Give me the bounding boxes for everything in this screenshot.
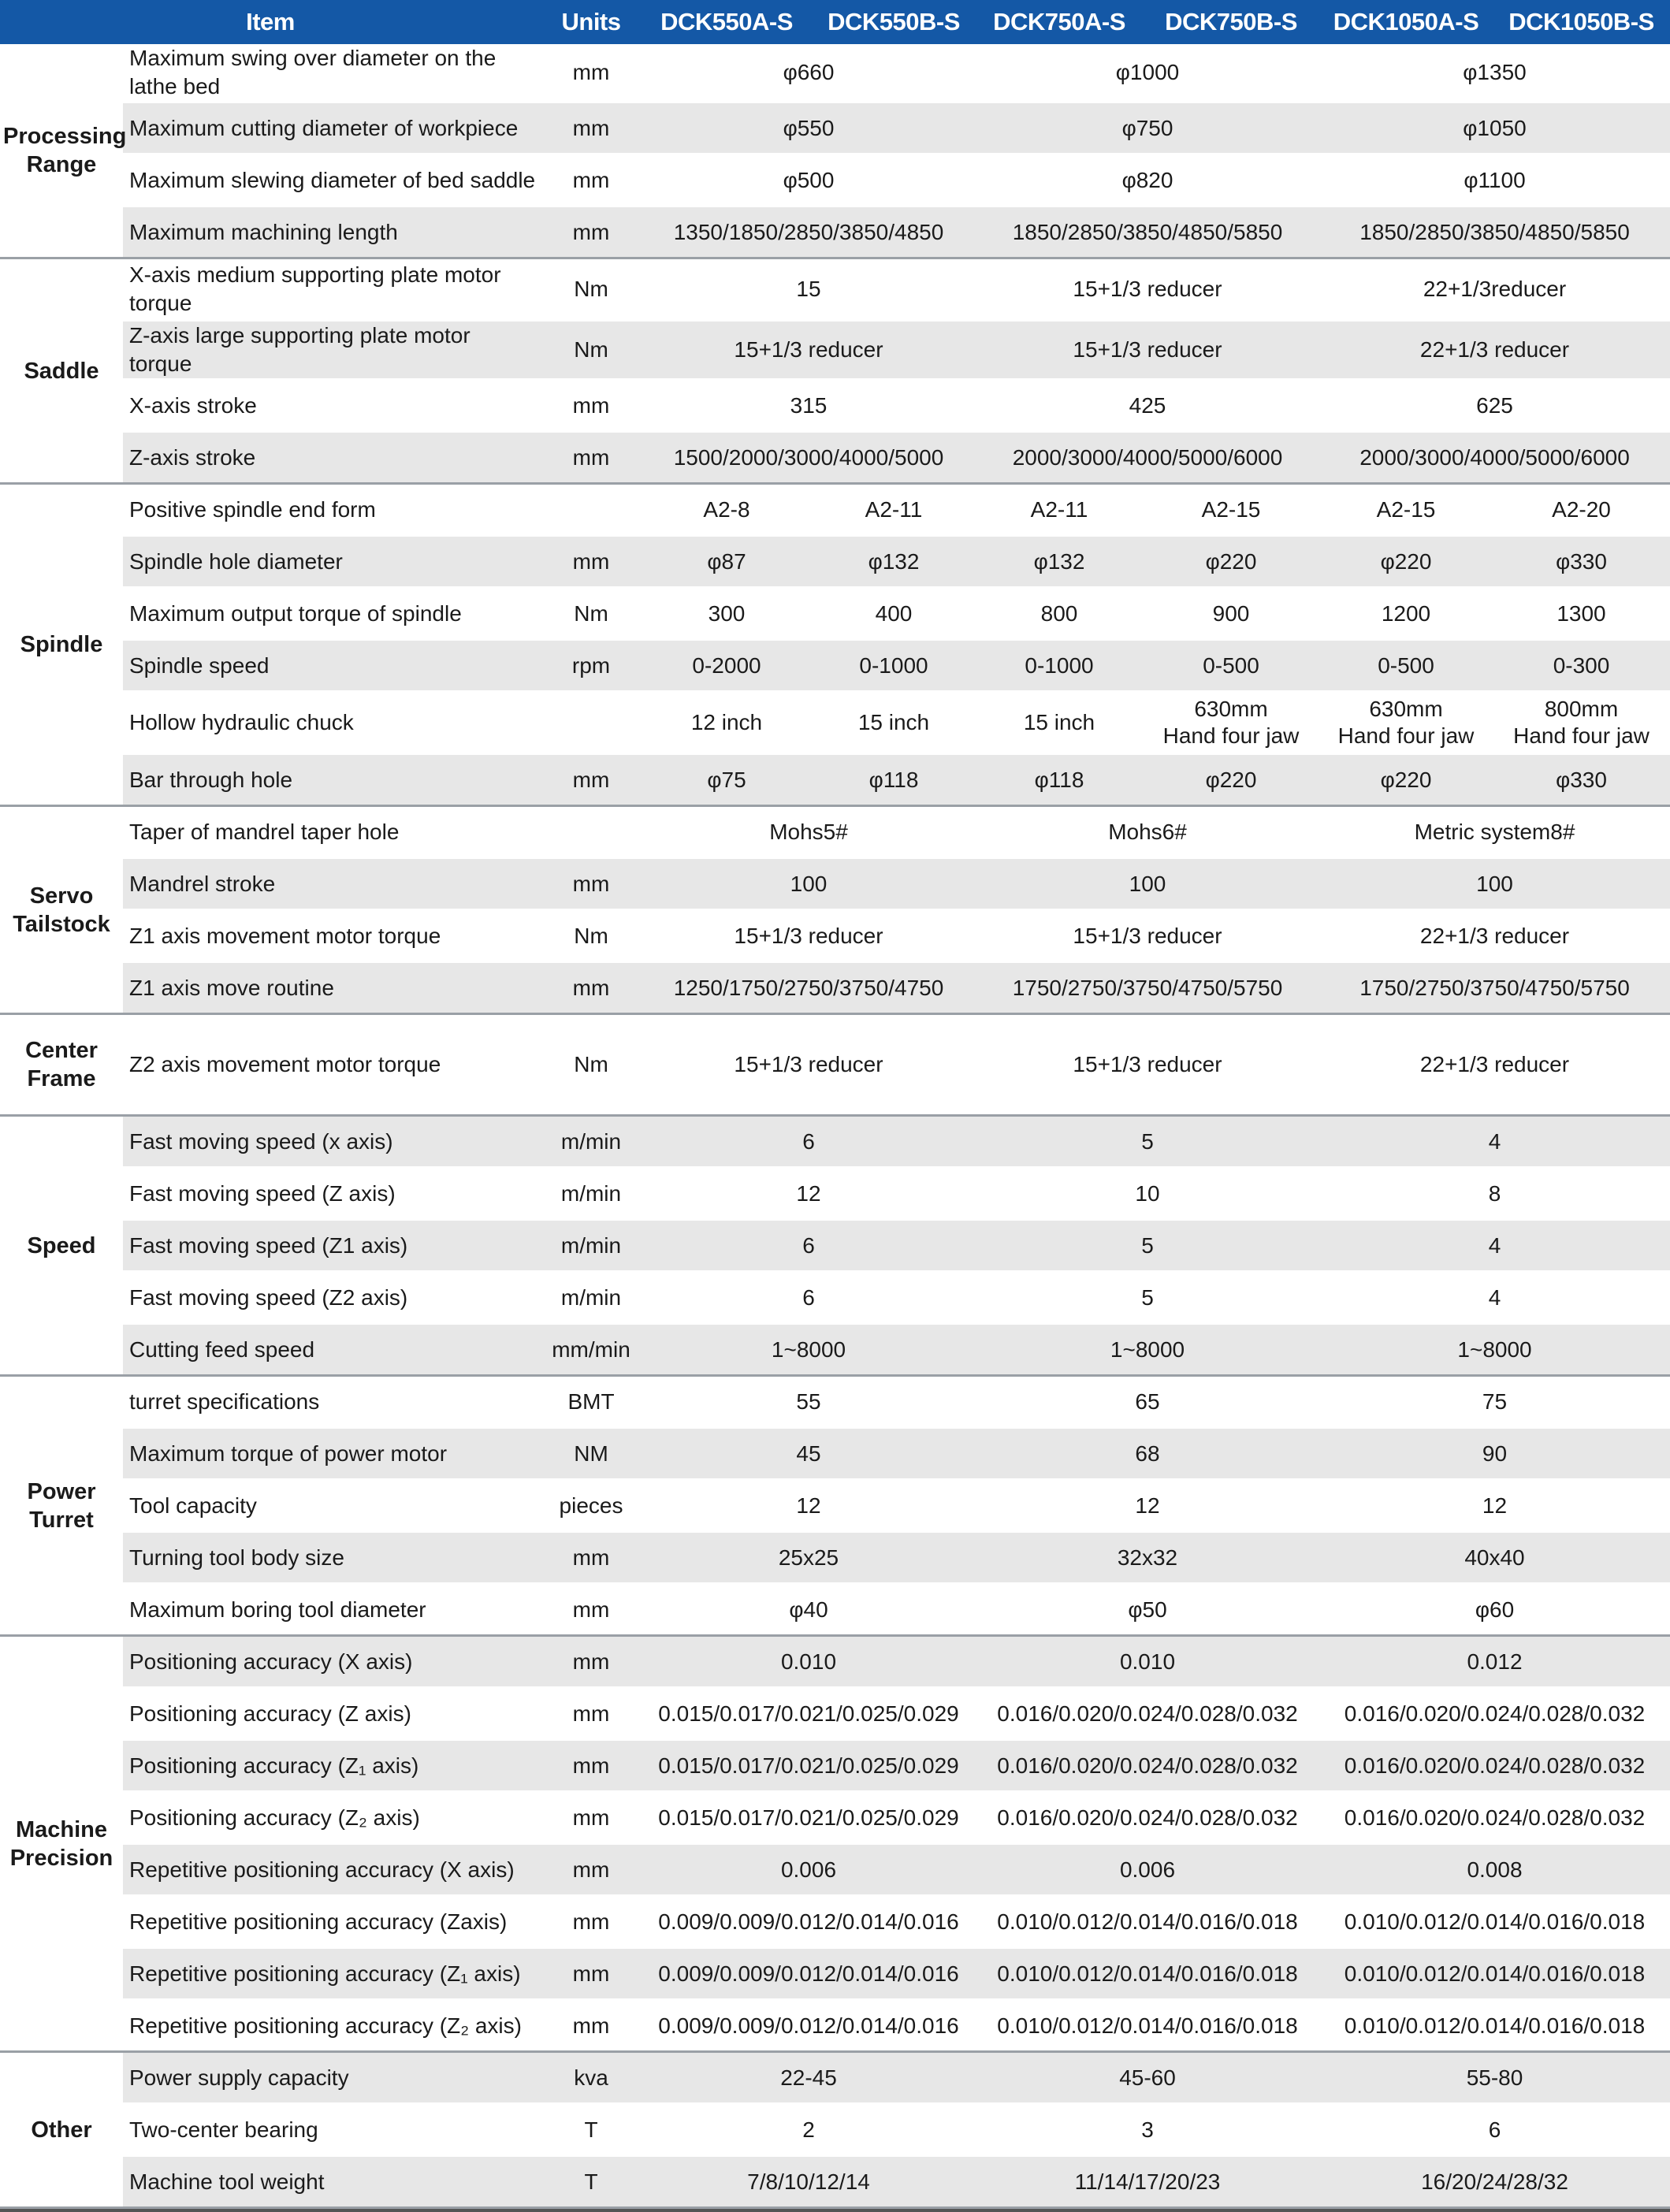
row-item: Maximum output torque of spindle: [123, 588, 541, 640]
row-value: 15: [642, 258, 976, 321]
row-value: 22+1/3 reducer: [1319, 321, 1670, 380]
row-value: 0.010/0.012/0.014/0.016/0.018: [1319, 2000, 1670, 2052]
table-row: [0, 1636, 1670, 1688]
row-value: 2000/3000/4000/5000/6000: [1319, 432, 1670, 484]
row-unit: T: [541, 2156, 642, 2208]
row-value: 8: [1319, 1168, 1670, 1220]
row-value: 0-1000: [812, 640, 976, 692]
row-unit: mm: [541, 380, 642, 432]
row-value: 0.012: [1319, 1636, 1670, 1688]
row-item: Cutting feed speed: [123, 1324, 541, 1376]
row-value: φ118: [812, 754, 976, 806]
table-row: [0, 1844, 1670, 1896]
row-item: Z-axis stroke: [123, 432, 541, 484]
row-value: φ750: [976, 102, 1319, 154]
table-row: [0, 2052, 1670, 2104]
row-value: 315: [642, 380, 976, 432]
row-item: Repetitive positioning accuracy (Z₁ axis): [123, 1948, 541, 2000]
row-item: Bar through hole: [123, 754, 541, 806]
row-value: 6: [1319, 2104, 1670, 2156]
row-value: 12: [642, 1168, 976, 1220]
row-value: φ660: [642, 44, 976, 102]
row-unit: m/min: [541, 1272, 642, 1324]
group-label: Machine Precision: [0, 1636, 123, 2052]
row-value: 22+1/3 reducer: [1319, 1014, 1670, 1116]
row-value: φ87: [642, 536, 812, 588]
row-unit: m/min: [541, 1220, 642, 1272]
row-item: Z2 axis movement motor torque: [123, 1014, 541, 1116]
row-unit: pieces: [541, 1480, 642, 1532]
row-value: 0-2000: [642, 640, 812, 692]
table-row: [0, 1948, 1670, 2000]
bottom-rule: [0, 2209, 1670, 2212]
row-item: Z1 axis move routine: [123, 962, 541, 1014]
row-item: Positioning accuracy (Z axis): [123, 1688, 541, 1740]
row-value: 0.015/0.017/0.021/0.025/0.029: [642, 1740, 976, 1792]
row-value: 65: [976, 1376, 1319, 1428]
row-value: 1750/2750/3750/4750/5750: [1319, 962, 1670, 1014]
table-row: [0, 206, 1670, 258]
row-value: φ330: [1493, 536, 1670, 588]
table-row: [0, 692, 1670, 754]
row-unit: mm: [541, 1532, 642, 1584]
row-unit: mm: [541, 1896, 642, 1948]
row-value: 630mm Hand four jaw: [1319, 692, 1493, 754]
group-label: Power Turret: [0, 1376, 123, 1636]
row-value: 0-1000: [976, 640, 1143, 692]
row-value: 15+1/3 reducer: [642, 321, 976, 380]
row-value: 10: [976, 1168, 1319, 1220]
row-item: Positioning accuracy (Z₁ axis): [123, 1740, 541, 1792]
row-value: 0.010: [642, 1636, 976, 1688]
row-unit: [541, 484, 642, 536]
row-value: 11/14/17/20/23: [976, 2156, 1319, 2208]
row-value: 0.010/0.012/0.014/0.016/0.018: [976, 1948, 1319, 2000]
row-item: Fast moving speed (x axis): [123, 1116, 541, 1168]
row-item: Machine tool weight: [123, 2156, 541, 2208]
row-value: 16/20/24/28/32: [1319, 2156, 1670, 2208]
row-value: 100: [1319, 858, 1670, 910]
row-value: 0.016/0.020/0.024/0.028/0.032: [976, 1688, 1319, 1740]
row-unit: mm: [541, 102, 642, 154]
row-value: 6: [642, 1116, 976, 1168]
row-value: 6: [642, 1272, 976, 1324]
table-row: [0, 154, 1670, 206]
group-label: Saddle: [0, 258, 123, 484]
row-value: 15 inch: [976, 692, 1143, 754]
group-label: Spindle: [0, 484, 123, 806]
row-value: φ1350: [1319, 44, 1670, 102]
row-value: Mohs6#: [976, 806, 1319, 858]
row-value: 0.010/0.012/0.014/0.016/0.018: [976, 1896, 1319, 1948]
row-unit: Nm: [541, 258, 642, 321]
row-value: 0.016/0.020/0.024/0.028/0.032: [1319, 1688, 1670, 1740]
row-unit: mm: [541, 1740, 642, 1792]
row-unit: mm: [541, 154, 642, 206]
row-value: Metric system8#: [1319, 806, 1670, 858]
row-value: φ50: [976, 1584, 1319, 1636]
row-value: 1300: [1493, 588, 1670, 640]
row-value: 12: [1319, 1480, 1670, 1532]
row-item: Power supply capacity: [123, 2052, 541, 2104]
row-value: 1850/2850/3850/4850/5850: [1319, 206, 1670, 258]
table-row: [0, 2156, 1670, 2208]
row-value: 15+1/3 reducer: [976, 910, 1319, 962]
row-item: X-axis stroke: [123, 380, 541, 432]
row-unit: mm: [541, 44, 642, 102]
row-value: A2-8: [642, 484, 812, 536]
row-value: 1750/2750/3750/4750/5750: [976, 962, 1319, 1014]
table-row: [0, 380, 1670, 432]
row-item: Repetitive positioning accuracy (Zaxis): [123, 1896, 541, 1948]
row-unit: kva: [541, 2052, 642, 2104]
row-value: φ75: [642, 754, 812, 806]
header-model: DCK1050B-S: [1493, 0, 1670, 44]
row-value: 1~8000: [1319, 1324, 1670, 1376]
table-row: [0, 1688, 1670, 1740]
row-value: 75: [1319, 1376, 1670, 1428]
table-row: [0, 1740, 1670, 1792]
row-value: φ220: [1143, 754, 1319, 806]
row-value: 0.016/0.020/0.024/0.028/0.032: [1319, 1740, 1670, 1792]
row-value: 15+1/3 reducer: [642, 910, 976, 962]
row-value: 55-80: [1319, 2052, 1670, 2104]
row-value: A2-15: [1319, 484, 1493, 536]
table-row: [0, 1792, 1670, 1844]
row-item: Maximum slewing diameter of bed saddle: [123, 154, 541, 206]
row-value: 1850/2850/3850/4850/5850: [976, 206, 1319, 258]
group-label: Servo Tailstock: [0, 806, 123, 1014]
row-item: Maximum torque of power motor: [123, 1428, 541, 1480]
row-value: 1250/1750/2750/3750/4750: [642, 962, 976, 1014]
row-value: φ40: [642, 1584, 976, 1636]
row-unit: Nm: [541, 1014, 642, 1116]
row-item: Taper of mandrel taper hole: [123, 806, 541, 858]
row-value: 0.016/0.020/0.024/0.028/0.032: [976, 1792, 1319, 1844]
table-row: [0, 321, 1670, 380]
row-value: 0-500: [1319, 640, 1493, 692]
row-value: 1350/1850/2850/3850/4850: [642, 206, 976, 258]
row-item: Repetitive positioning accuracy (Z₂ axis): [123, 2000, 541, 2052]
header-model: DCK1050A-S: [1319, 0, 1493, 44]
table-row: [0, 1428, 1670, 1480]
row-value: 55: [642, 1376, 976, 1428]
row-item: Fast moving speed (Z2 axis): [123, 1272, 541, 1324]
row-value: Mohs5#: [642, 806, 976, 858]
row-value: 45: [642, 1428, 976, 1480]
row-value: φ330: [1493, 754, 1670, 806]
table-row: [0, 258, 1670, 321]
row-unit: T: [541, 2104, 642, 2156]
header-units: Units: [541, 0, 642, 44]
row-value: φ132: [812, 536, 976, 588]
row-value: A2-11: [812, 484, 976, 536]
header-model: DCK550A-S: [642, 0, 812, 44]
row-item: Repetitive positioning accuracy (X axis): [123, 1844, 541, 1896]
row-value: 0.006: [642, 1844, 976, 1896]
row-unit: mm: [541, 1584, 642, 1636]
table-row: [0, 858, 1670, 910]
row-unit: mm: [541, 1844, 642, 1896]
table-row: [0, 910, 1670, 962]
row-value: 5: [976, 1220, 1319, 1272]
row-value: φ132: [976, 536, 1143, 588]
row-value: 22+1/3reducer: [1319, 258, 1670, 321]
table-row: [0, 1220, 1670, 1272]
row-unit: mm: [541, 432, 642, 484]
row-value: 2000/3000/4000/5000/6000: [976, 432, 1319, 484]
row-value: 68: [976, 1428, 1319, 1480]
table-row: [0, 1480, 1670, 1532]
row-value: 22-45: [642, 2052, 976, 2104]
row-unit: mm: [541, 1948, 642, 2000]
row-value: 40x40: [1319, 1532, 1670, 1584]
row-value: 800mm Hand four jaw: [1493, 692, 1670, 754]
table-row: [0, 1532, 1670, 1584]
row-value: 0.006: [976, 1844, 1319, 1896]
row-value: φ60: [1319, 1584, 1670, 1636]
row-item: Maximum swing over diameter on the lathe bed: [123, 44, 541, 102]
row-value: 45-60: [976, 2052, 1319, 2104]
table-row: [0, 484, 1670, 536]
row-unit: mm: [541, 962, 642, 1014]
table-row: [0, 588, 1670, 640]
row-unit: mm: [541, 858, 642, 910]
row-value: 32x32: [976, 1532, 1319, 1584]
row-unit: Nm: [541, 321, 642, 380]
row-value: 5: [976, 1116, 1319, 1168]
row-value: 12 inch: [642, 692, 812, 754]
row-value: 1500/2000/3000/4000/5000: [642, 432, 976, 484]
table-row: [0, 1584, 1670, 1636]
row-unit: mm: [541, 1792, 642, 1844]
table-row: [0, 754, 1670, 806]
group-label: Other: [0, 2052, 123, 2208]
row-unit: BMT: [541, 1376, 642, 1428]
row-unit: Nm: [541, 910, 642, 962]
row-unit: mm/min: [541, 1324, 642, 1376]
row-item: Maximum machining length: [123, 206, 541, 258]
table-row: [0, 536, 1670, 588]
row-unit: m/min: [541, 1116, 642, 1168]
row-value: 15+1/3 reducer: [642, 1014, 976, 1116]
row-value: 4: [1319, 1116, 1670, 1168]
row-value: φ220: [1319, 536, 1493, 588]
row-value: 12: [642, 1480, 976, 1532]
row-value: 0.008: [1319, 1844, 1670, 1896]
row-value: 625: [1319, 380, 1670, 432]
row-unit: [541, 806, 642, 858]
table-row: [0, 962, 1670, 1014]
row-item: Tool capacity: [123, 1480, 541, 1532]
row-value: 0.010/0.012/0.014/0.016/0.018: [976, 2000, 1319, 2052]
row-value: 100: [642, 858, 976, 910]
row-value: 0.010/0.012/0.014/0.016/0.018: [1319, 1948, 1670, 2000]
table-row: [0, 102, 1670, 154]
row-value: φ118: [976, 754, 1143, 806]
header-model: DCK750A-S: [976, 0, 1143, 44]
row-item: Z-axis large supporting plate motor torque: [123, 321, 541, 380]
row-item: Mandrel stroke: [123, 858, 541, 910]
row-unit: m/min: [541, 1168, 642, 1220]
row-item: Positioning accuracy (Z₂ axis): [123, 1792, 541, 1844]
row-item: turret specifications: [123, 1376, 541, 1428]
table-row: [0, 1168, 1670, 1220]
row-unit: mm: [541, 1636, 642, 1688]
row-unit: mm: [541, 536, 642, 588]
row-value: 4: [1319, 1220, 1670, 1272]
row-value: φ220: [1143, 536, 1319, 588]
group-label: Speed: [0, 1116, 123, 1376]
table-row: [0, 432, 1670, 484]
row-value: 0.016/0.020/0.024/0.028/0.032: [976, 1740, 1319, 1792]
row-value: 7/8/10/12/14: [642, 2156, 976, 2208]
row-value: 0-300: [1493, 640, 1670, 692]
row-value: 0.009/0.009/0.012/0.014/0.016: [642, 1948, 976, 2000]
row-value: 800: [976, 588, 1143, 640]
row-value: 15+1/3 reducer: [976, 321, 1319, 380]
row-value: 15 inch: [812, 692, 976, 754]
row-value: 0.010/0.012/0.014/0.016/0.018: [1319, 1896, 1670, 1948]
row-value: A2-11: [976, 484, 1143, 536]
header-row: [0, 0, 1670, 44]
row-item: Fast moving speed (Z1 axis): [123, 1220, 541, 1272]
row-value: A2-20: [1493, 484, 1670, 536]
row-unit: mm: [541, 1688, 642, 1740]
row-item: Spindle speed: [123, 640, 541, 692]
row-unit: rpm: [541, 640, 642, 692]
row-value: 0.009/0.009/0.012/0.014/0.016: [642, 1896, 976, 1948]
row-value: 0.009/0.009/0.012/0.014/0.016: [642, 2000, 976, 2052]
row-value: 90: [1319, 1428, 1670, 1480]
row-value: 0.015/0.017/0.021/0.025/0.029: [642, 1792, 976, 1844]
table-row: [0, 2000, 1670, 2052]
table-row: [0, 1116, 1670, 1168]
row-value: φ500: [642, 154, 976, 206]
row-item: Maximum boring tool diameter: [123, 1584, 541, 1636]
table-row: [0, 640, 1670, 692]
row-value: φ220: [1319, 754, 1493, 806]
row-value: A2-15: [1143, 484, 1319, 536]
header-model: DCK550B-S: [812, 0, 976, 44]
table-row: [0, 806, 1670, 858]
row-value: 0-500: [1143, 640, 1319, 692]
row-unit: mm: [541, 754, 642, 806]
row-unit: mm: [541, 2000, 642, 2052]
row-value: 425: [976, 380, 1319, 432]
row-value: 4: [1319, 1272, 1670, 1324]
row-item: Spindle hole diameter: [123, 536, 541, 588]
row-value: 300: [642, 588, 812, 640]
row-value: 5: [976, 1272, 1319, 1324]
row-value: 6: [642, 1220, 976, 1272]
table-row: [0, 44, 1670, 102]
row-unit: mm: [541, 206, 642, 258]
group-label: Center Frame: [0, 1014, 123, 1116]
row-value: φ550: [642, 102, 976, 154]
table-row: [0, 1376, 1670, 1428]
row-item: Maximum cutting diameter of workpiece: [123, 102, 541, 154]
row-value: 12: [976, 1480, 1319, 1532]
row-item: Fast moving speed (Z axis): [123, 1168, 541, 1220]
row-unit: [541, 692, 642, 754]
row-value: 1~8000: [976, 1324, 1319, 1376]
row-value: 1200: [1319, 588, 1493, 640]
table-row: [0, 1272, 1670, 1324]
row-value: φ1050: [1319, 102, 1670, 154]
row-value: φ1000: [976, 44, 1319, 102]
row-item: Z1 axis movement motor torque: [123, 910, 541, 962]
row-value: 0.015/0.017/0.021/0.025/0.029: [642, 1688, 976, 1740]
row-value: 22+1/3 reducer: [1319, 910, 1670, 962]
row-item: Two-center bearing: [123, 2104, 541, 2156]
row-value: 15+1/3 reducer: [976, 1014, 1319, 1116]
row-unit: Nm: [541, 588, 642, 640]
header-item: Item: [0, 0, 541, 44]
row-item: X-axis medium supporting plate motor torque: [123, 258, 541, 321]
row-value: 1~8000: [642, 1324, 976, 1376]
table-row: [0, 1014, 1670, 1116]
row-value: 400: [812, 588, 976, 640]
table-row: [0, 1324, 1670, 1376]
row-item: Positive spindle end form: [123, 484, 541, 536]
row-value: 0.010: [976, 1636, 1319, 1688]
row-value: 0.016/0.020/0.024/0.028/0.032: [1319, 1792, 1670, 1844]
row-value: 25x25: [642, 1532, 976, 1584]
row-value: 900: [1143, 588, 1319, 640]
header-model: DCK750B-S: [1143, 0, 1319, 44]
row-item: Turning tool body size: [123, 1532, 541, 1584]
group-label: Processing Range: [0, 44, 123, 258]
row-value: 3: [976, 2104, 1319, 2156]
row-item: Positioning accuracy (X axis): [123, 1636, 541, 1688]
row-value: 630mm Hand four jaw: [1143, 692, 1319, 754]
row-value: φ820: [976, 154, 1319, 206]
row-value: 15+1/3 reducer: [976, 258, 1319, 321]
row-value: φ1100: [1319, 154, 1670, 206]
row-item: Hollow hydraulic chuck: [123, 692, 541, 754]
table-row: [0, 2104, 1670, 2156]
row-value: 100: [976, 858, 1319, 910]
table-row: [0, 1896, 1670, 1948]
row-value: 2: [642, 2104, 976, 2156]
row-unit: NM: [541, 1428, 642, 1480]
